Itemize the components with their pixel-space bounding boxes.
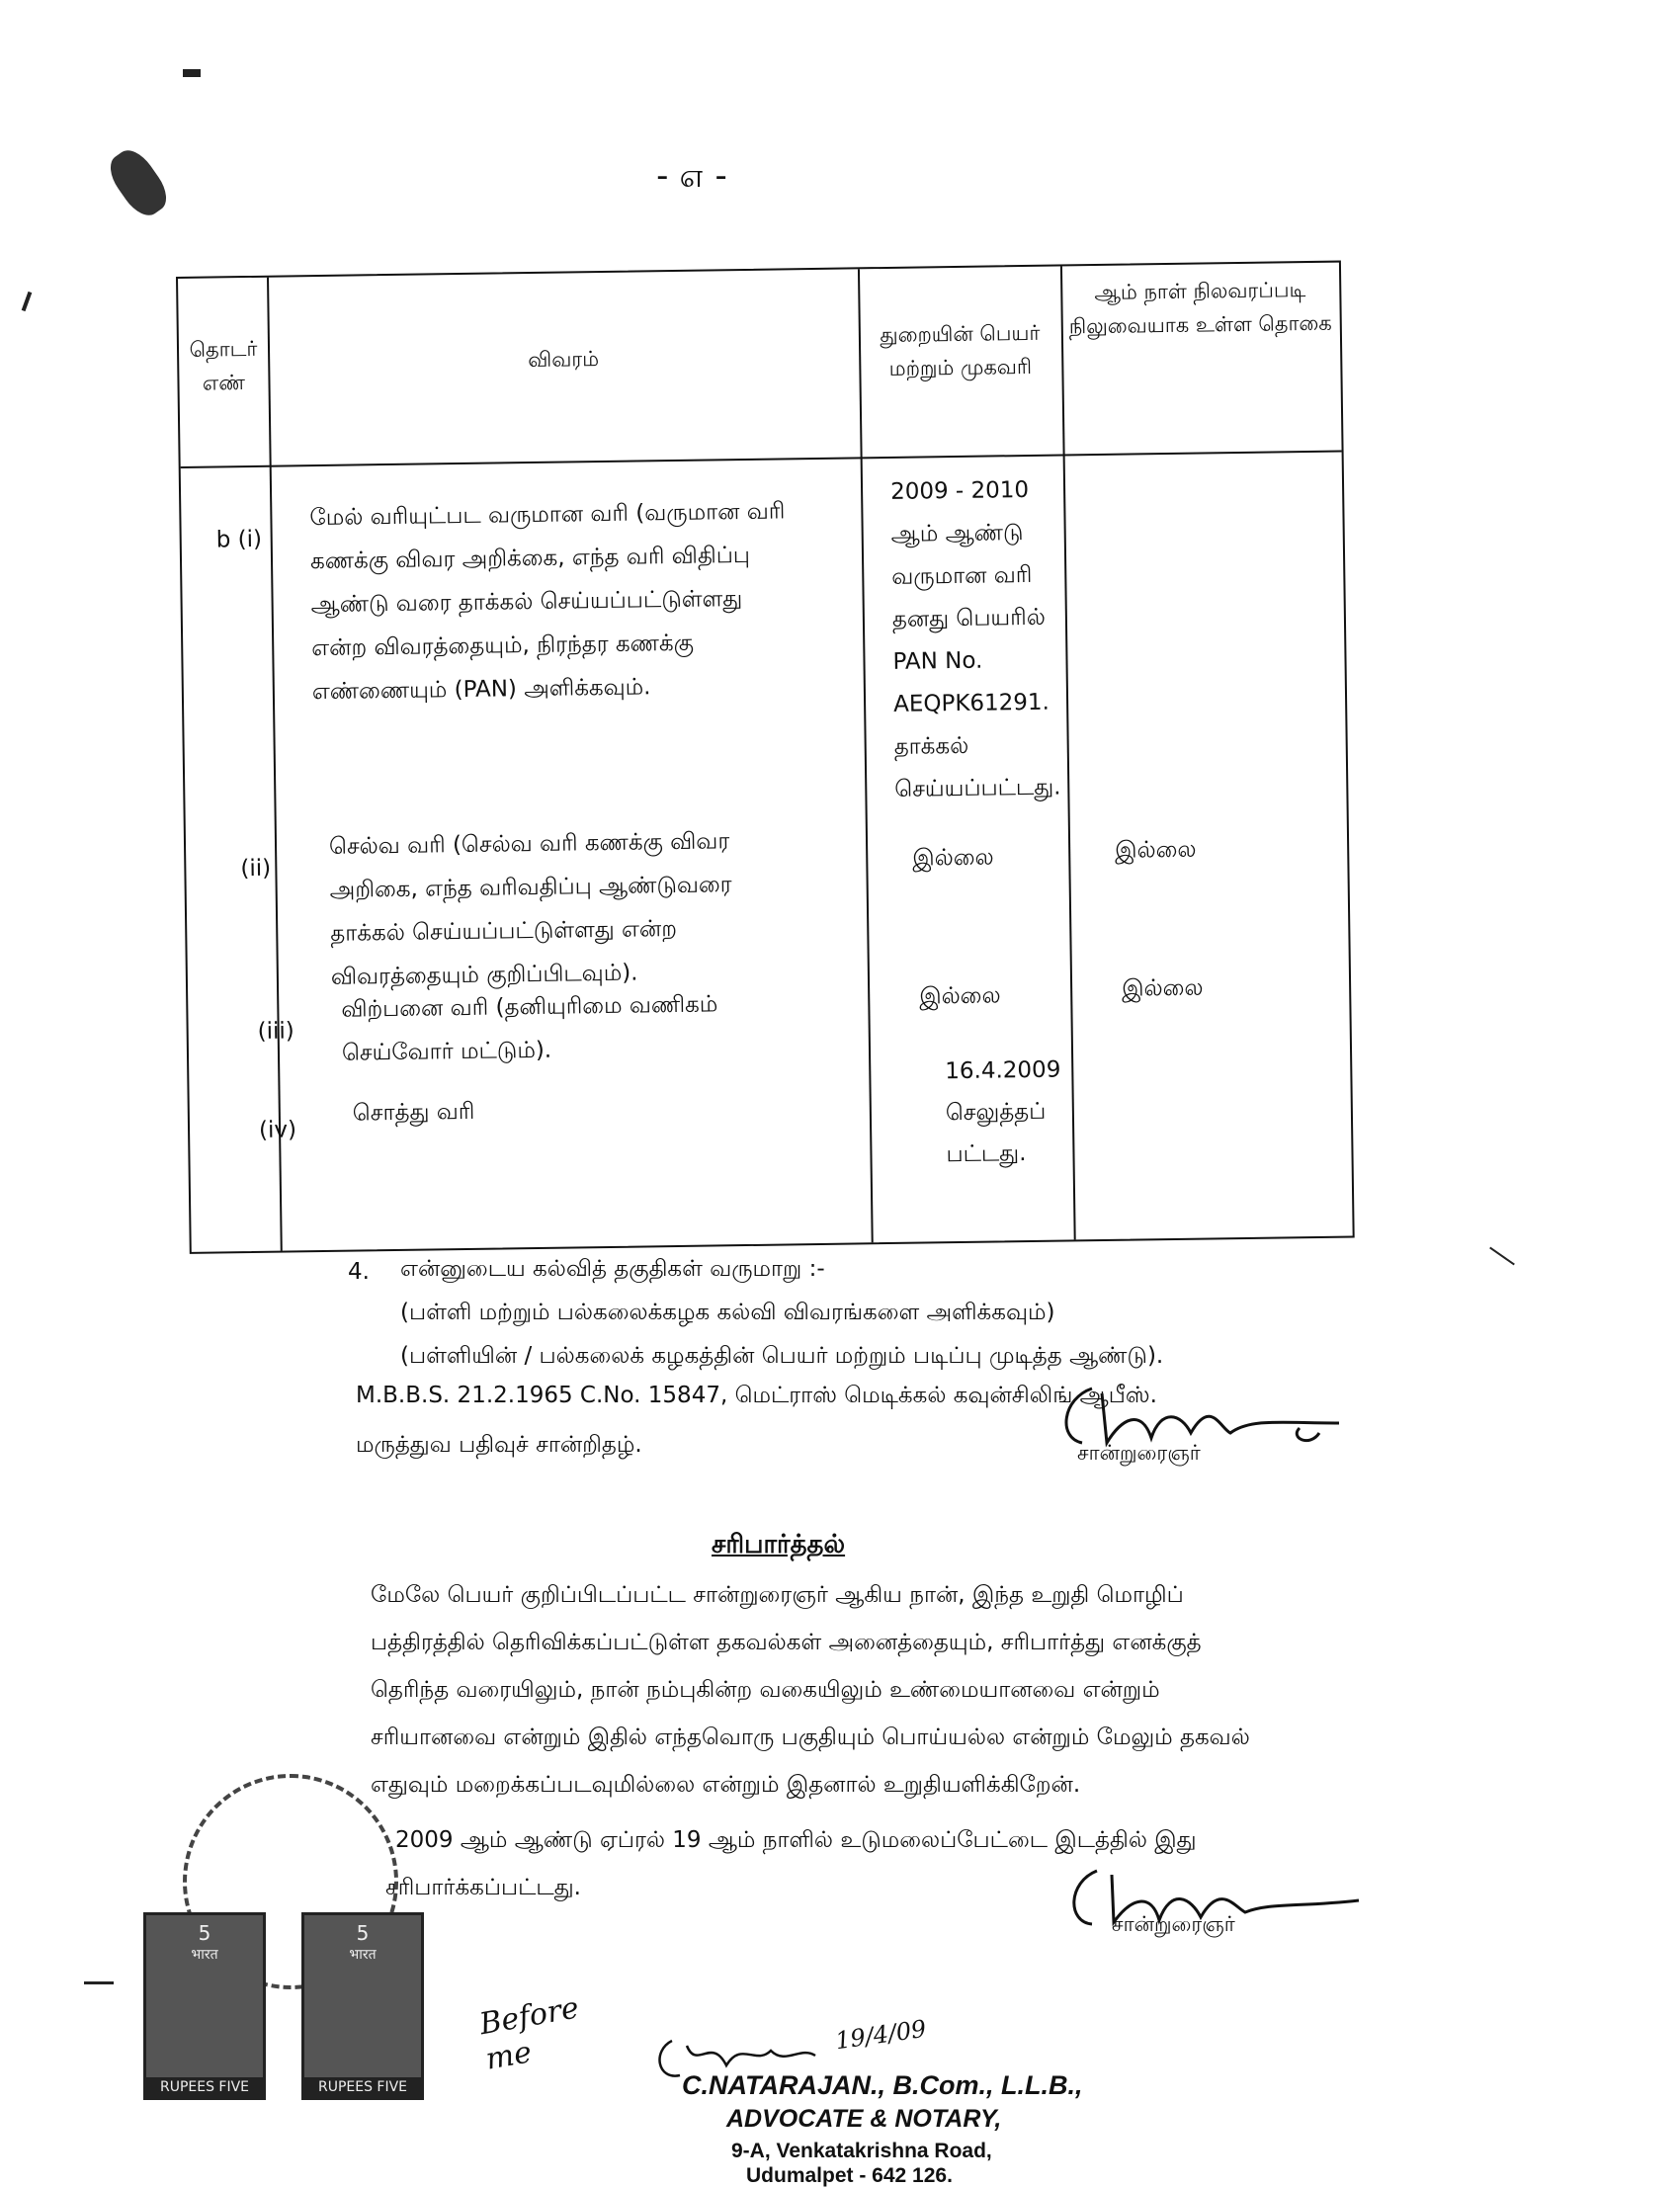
column-divider bbox=[267, 278, 283, 1251]
department-line: வருமான வரி bbox=[891, 561, 1033, 590]
verification-text bbox=[371, 1571, 1319, 1809]
detail-line: விற்பனை வரி (தனியுரிமை வணிகம் bbox=[341, 991, 718, 1023]
education-detail: மருத்துவ பதிவுச் சான்றிதழ். bbox=[356, 1432, 642, 1458]
row-balance: இல்லை bbox=[1115, 836, 1197, 864]
header-details: விவரம் bbox=[528, 347, 600, 373]
detail-line: தாக்கல் செய்யப்பட்டுள்ளது என்ற bbox=[330, 915, 678, 947]
detail-line: மேல் வரியுட்பட வருமான வரி (வருமான வரி bbox=[309, 498, 786, 532]
row-serial: (iv) bbox=[258, 1117, 297, 1143]
department-line: AEQPK61291. bbox=[892, 689, 1050, 717]
notary-sign-date: 19/4/09 bbox=[833, 2014, 929, 2056]
department-line: தாக்கல் bbox=[893, 732, 969, 760]
education-line: (பள்ளி மற்றும் பல்கலைக்கழக கல்வி விவரங்களை அளிக்கவும்) bbox=[400, 1300, 1055, 1325]
row-balance: இல்லை bbox=[1121, 974, 1204, 1002]
detail-line: அறிகை, எந்த வரிவதிப்பு ஆண்டுவரை bbox=[329, 872, 732, 903]
education-number: 4. bbox=[348, 1259, 370, 1285]
row-details bbox=[341, 980, 866, 1074]
stamp-label: भारत bbox=[191, 1947, 218, 1963]
verification-date: 2009 ஆம் ஆண்டு ஏப்ரல் 19 ஆம் நாளில் உடுமலைப்பேட்டை இடத்தில் இது bbox=[395, 1827, 1197, 1853]
header-balance: ஆம் நாள் நிலவரப்படி நிலுவையாக உள்ள தொகை bbox=[1068, 278, 1332, 339]
notary-address: Udumalpet - 642 126. bbox=[746, 2164, 953, 2187]
signer-label: சான்றுரைஞர் bbox=[1077, 1441, 1201, 1465]
department-line: செலுத்தப் bbox=[945, 1098, 1047, 1127]
detail-line: என்ற விவரத்தையும், நிரந்தர கணக்கு bbox=[311, 630, 695, 662]
notary-name: C.NATARAJAN., B.Com., L.L.B., bbox=[682, 2070, 1083, 2100]
row-details bbox=[329, 817, 865, 999]
verification-title: சரிபார்த்தல் bbox=[712, 1530, 846, 1559]
detail-line: ஆண்டு வரை தாக்கல் செய்யப்பட்டுள்ளது bbox=[310, 586, 743, 619]
column-divider bbox=[858, 269, 874, 1242]
row-serial: (iii) bbox=[257, 1018, 294, 1045]
department-line: ஆம் ஆண்டு bbox=[890, 520, 1024, 547]
verification-line: மேலே பெயர் குறிப்பிடப்பட்ட சான்றுரைஞர் ஆகிய நான், இந்த உறுதி மொழிப் bbox=[371, 1582, 1184, 1608]
detail-line: செய்வோர் மட்டும்). bbox=[341, 1037, 552, 1066]
education-section bbox=[400, 1247, 1290, 1378]
detail-line: செல்வ வரி (செல்வ வரி கணக்கு விவர bbox=[328, 828, 730, 860]
header-divider bbox=[181, 451, 1342, 468]
verification-line: தெரிந்த வரையிலும், நான் நம்புகின்ற வகையிலும் உண்மையானவை என்றும் bbox=[371, 1677, 1160, 1703]
page-number: - ௭ - bbox=[656, 156, 727, 196]
education-detail: M.B.B.S. 21.2.1965 C.No. 15847, மெட்ராஸ் மெடிக்கல் கவுன்சிலிங் ஆபீஸ். bbox=[356, 1383, 1157, 1408]
header-department: துறையின் பெயர் மற்றும் முகவரி bbox=[880, 320, 1041, 380]
notary-title: ADVOCATE & NOTARY, bbox=[726, 2105, 1002, 2133]
row-department bbox=[945, 1049, 1105, 1175]
detail-line: விவரத்தையும் குறிப்பிடவும்). bbox=[330, 960, 638, 990]
stamp-value: 5 bbox=[198, 1921, 211, 1945]
department-line: 2009 - 2010 bbox=[889, 476, 1030, 505]
row-details: சொத்து வரி bbox=[352, 1098, 475, 1127]
verification-line: எதுவும் மறைக்கப்படவுமில்லை என்றும் இதனால் உறுதியளிக்கிறேன். bbox=[371, 1772, 1081, 1798]
row-serial: b (i) bbox=[215, 526, 263, 553]
education-line: (பள்ளியின் / பல்கலைக் கழகத்தின் பெயர் மற்றும் படிப்பு முடித்த ஆண்டு). bbox=[400, 1343, 1164, 1369]
detail-line: கணக்கு விவர அறிக்கை, எந்த வரி விதிப்பு bbox=[309, 542, 751, 575]
stamp-label: भारत bbox=[349, 1947, 377, 1963]
row-department bbox=[890, 468, 1068, 810]
notary-address: 9-A, Venkatakrishna Road, bbox=[731, 2140, 992, 2162]
verification-line: பத்திரத்தில் தெரிவிக்கப்பட்டுள்ள தகவல்கள் அனைத்தையும், சரிபார்த்து எனக்குத் bbox=[371, 1630, 1202, 1655]
stamp-footer: RUPEES FIVE bbox=[146, 2077, 263, 2097]
verification-date: சரிபார்க்கப்பட்டது. bbox=[385, 1875, 581, 1900]
row-serial: (ii) bbox=[240, 855, 272, 883]
stamp-footer: RUPEES FIVE bbox=[304, 2077, 421, 2097]
department-line: PAN No. bbox=[892, 647, 983, 675]
verification-line: சரியானவை என்றும் இதில் எந்தவொரு பகுதியும் பொய்யல்ல என்றும் மேலும் தகவல் bbox=[371, 1725, 1250, 1750]
department-line: பட்டது. bbox=[946, 1140, 1027, 1168]
education-line: என்னுடைய கல்வித் தகுதிகள் வருமாறு :- bbox=[400, 1256, 825, 1282]
scan-mark bbox=[22, 292, 33, 311]
row-details bbox=[309, 489, 851, 715]
revenue-stamp bbox=[143, 1912, 266, 2100]
row-department: இல்லை bbox=[919, 982, 1001, 1010]
scan-mark bbox=[183, 69, 201, 77]
department-line: செய்யப்பட்டது. bbox=[894, 774, 1061, 802]
row-department: இல்லை bbox=[912, 844, 994, 872]
revenue-stamp bbox=[301, 1912, 424, 2100]
department-line: தனது பெயரில் bbox=[891, 604, 1047, 632]
detail-line: எண்ணையும் (PAN) அளிக்கவும். bbox=[311, 674, 651, 706]
stamp-value: 5 bbox=[356, 1921, 370, 1945]
before-me-handwriting: Before me bbox=[476, 1990, 582, 2077]
header-serial: தொடர் எண் bbox=[189, 336, 258, 395]
scan-mark bbox=[1489, 1247, 1515, 1266]
tax-details-table bbox=[176, 261, 1355, 1254]
margin-dash bbox=[84, 1981, 114, 1984]
signer-label: சான்றுரைஞர் bbox=[1112, 1912, 1235, 1936]
department-line: 16.4.2009 bbox=[945, 1056, 1061, 1085]
